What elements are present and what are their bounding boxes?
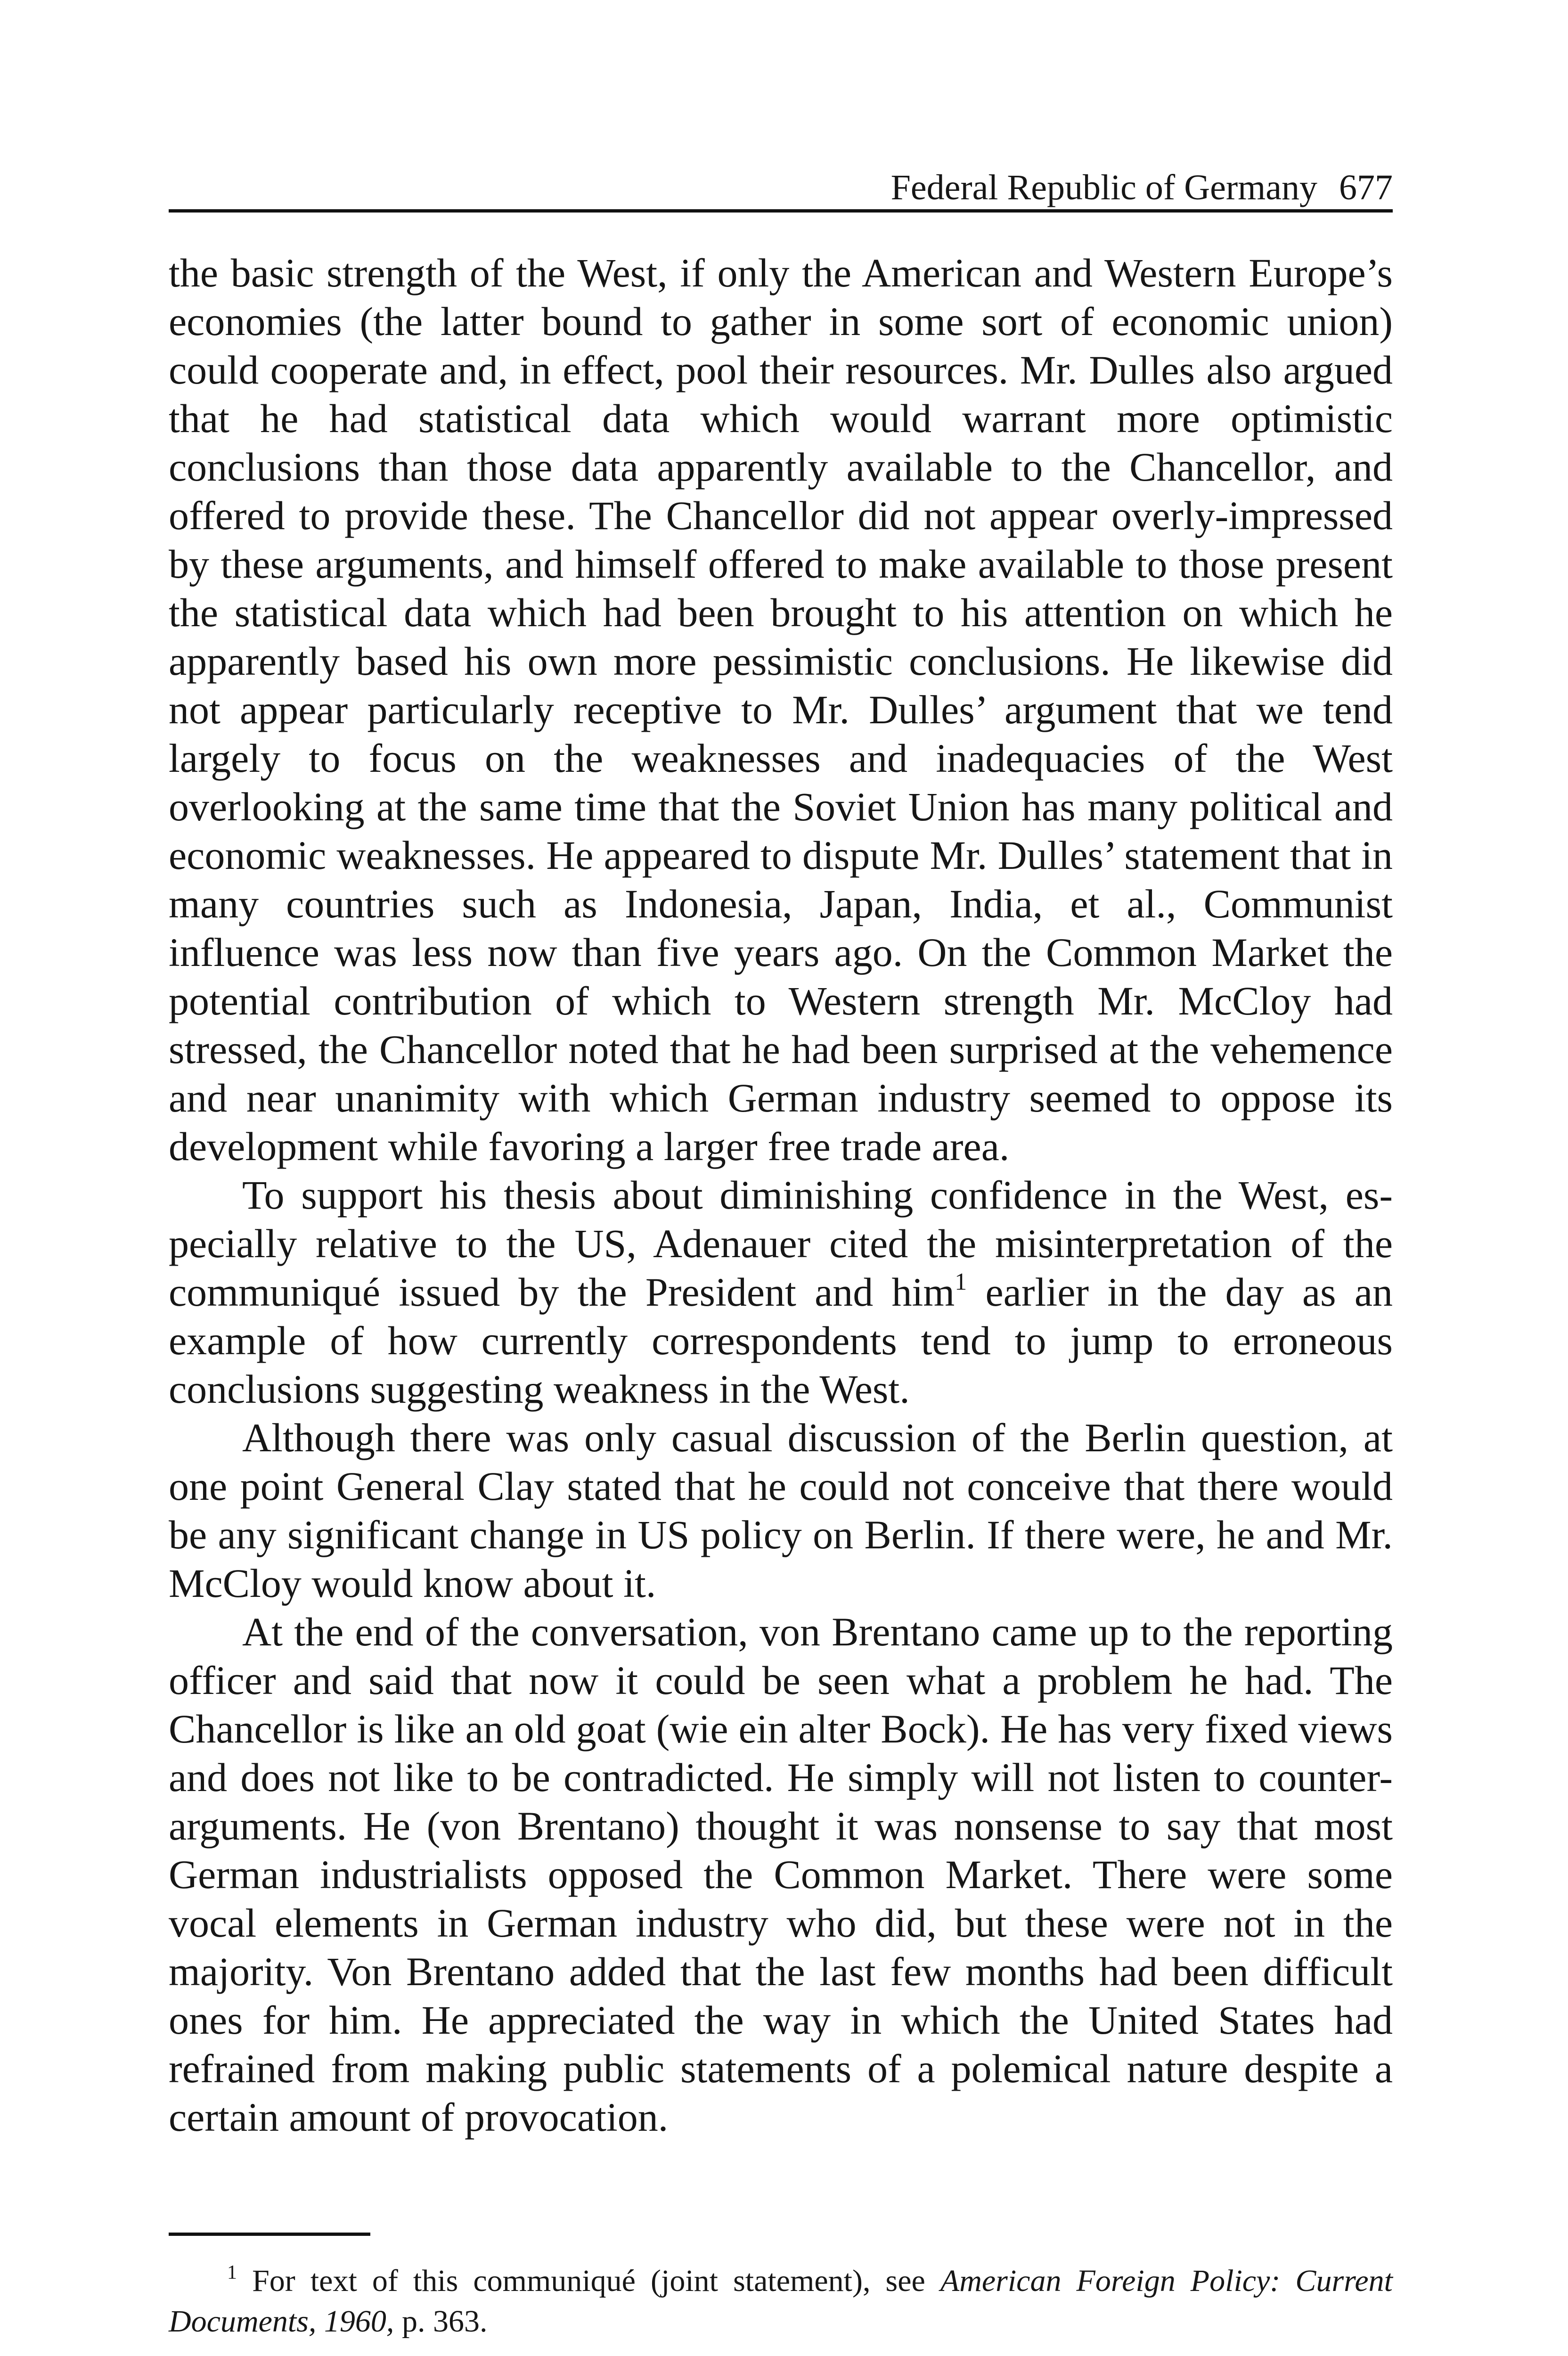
paragraph-3: Although there was only casual discussion of the Berlin question, at one point General Clay stated that he could not conceive that there would be any significant change in US policy on Berlin. If there were, he and Mr. McCloy would know about it.: [169, 1415, 1393, 1606]
page-number: 677: [1339, 168, 1393, 207]
paragraph-4: At the end of the conversation, von Brentano came up to the reporting officer and said that now it could be seen what a problem he had. The Chancellor is like an old goat (wie ein alter Bock). He has very fixed views and does not like to be contradicted. He simply will not listen to counter-arguments. He (von Brentano) thought it was nonsense to say that most German industrialists opposed the Common Market. There were some vocal elements in German industry who did, but these were not in the majority. Von Brentano added that the last few months had been difficult ones for him. He appreciated the way in which the United States had refrained from making public statements of a polemical nature despite a certain amount of provocation.: [169, 1609, 1393, 2140]
running-header: [169, 155, 1393, 213]
running-title-text: Federal Republic of Germany: [890, 168, 1317, 207]
footnote-page-ref: p. 363.: [401, 2304, 488, 2339]
paragraph-2-after: earlier in the day as an example of how currently correspondents tend to jump to erroneous conclusions suggesting weakness in the West.: [169, 1269, 1393, 1412]
running-title: [891, 170, 1393, 205]
footnote-reference[interactable]: 1: [955, 1268, 967, 1295]
footnote-text: For text of this communiqué (joint statement), see: [252, 2264, 925, 2298]
paragraph-2: [169, 1171, 1393, 1414]
body-text: [169, 249, 1393, 2142]
paragraph-1: the basic strength of the West, if only the American and Western Europe’s economies (the latter bound to gather in some sort of economic union) could cooperate and, in effect, pool their resources. Mr. Dulles also argued that he had statistical data which would warrant more optimistic conclusions than those data apparently available to the Chancellor, and offered to provide these. The Chancellor did not appear overly-impressed by these arguments, and himself offered to make available to those present the statistical data which had been brought to his attention on which he apparently based his own more pessimistic conclusions. He likewise did not appear particularly receptive to Mr. Dulles’ argument that we tend largely to focus on the weaknesses and inadequacies of the West overlooking at the same time that the Soviet Union has many political and economic weaknesses. He appeared to dispute Mr. Dulles’ statement that in many countries such as Indonesia, Japan, India, et al., Communist influence was less now than five years ago. On the Common Market the potential contribution of which to Western strength Mr. McCloy had stressed, the Chancellor noted that he had been surprised at the vehemence and near unanimity with which German industry seemed to oppose its development while favoring a larger free trade area.: [169, 250, 1393, 1169]
footnote-divider: [169, 2233, 370, 2236]
footnote-source-title: American Foreign Policy: Current Documents, 1960,: [169, 2264, 1393, 2339]
paragraph-2-before: To support his thesis about diminishing confidence in the West, especially relative to the US, Adenauer cited the misinterpretation of the communiqué issued by the President and him: [169, 1172, 1393, 1315]
footnote-marker: 1: [227, 2262, 237, 2283]
footnote: [169, 2261, 1393, 2342]
